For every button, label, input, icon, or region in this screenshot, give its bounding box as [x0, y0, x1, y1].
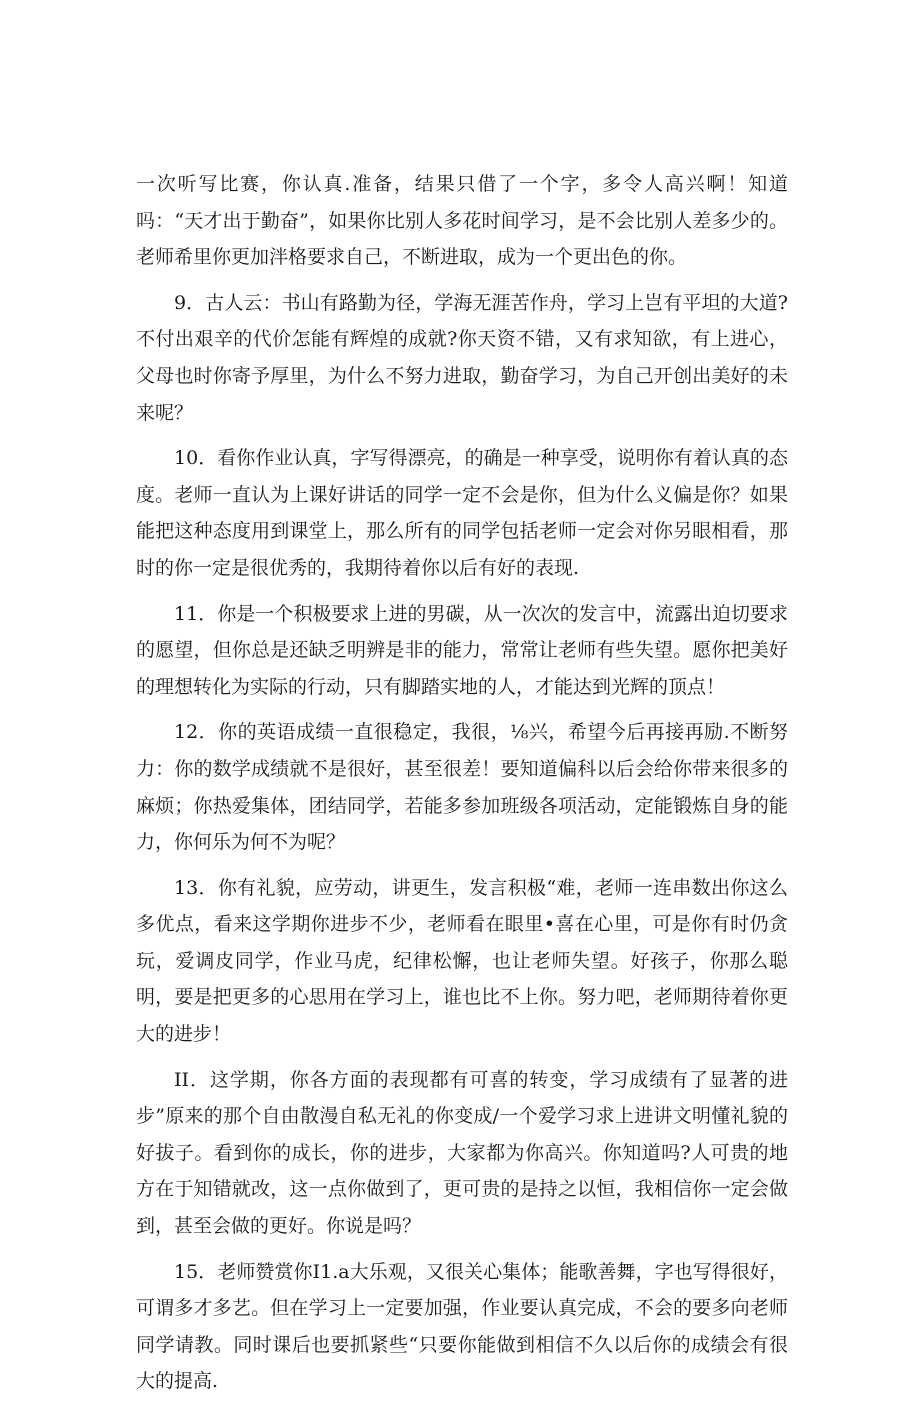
paragraph-continuation: 一次听写比赛，你认真.准备，结果只借了一个字，多令人高兴啊！知道吗：“天才出于勤奋”，如果你比别人多花时间学习，是不会比别人差多少的。老师希里你更加泮格要求自己，不断进取，成为一个更出色的你。 — [136, 173, 788, 269]
paragraph-item-13: 13．你有礼貌，应劳动，讲更生，发言积极“难，老师一连串数出你这么多优点，看来这学期你进步不少，老师看在眼里•喜在心里，可是你有时仍贪玩，爱调皮同学，作业马虎，纪律松懈，也让老师失望。好孩子，你那么聪明，要是把更多的心思用在学习上，谁也比不上你。努力吧，老师期待着你更大的进步！ — [136, 876, 788, 1046]
paragraph-item-15: 15．老师赞赏你I1.a大乐观，又很关心集体；能歌善舞，字也写得很好，可谓多才多艺。但在学习上一定要加强，作业要认真完成，不会的要多向老师同学请教。同时课后也要抓紧些“只要你能做到相信不久以后你的成绩会有很大的提高. — [136, 1260, 788, 1393]
paragraph-item-11: 11．你是一个积极要求上进的男碳，从一次次的发言中，流露出迫切要求的愿望，但你总是还缺乏明辨是非的能力，常常让老师有些失望。愿你把美好的理想转化为实际的行动，只有脚踏实地的人，才能达到光辉的顶点！ — [136, 602, 788, 698]
paragraph-item-14: II．这学期，你各方面的表现都有可喜的转变，学习成绩有了显著的进步”原来的那个自由散漫自私无礼的你变成/一个爱学习求上进讲文明懂礼貌的好拔子。看到你的成长，你的进步，大家都为你高兴。你知道吗?人可贵的地方在于知错就改，这一点你做到了，更可贵的是持之以恒，我相信你一定会做到，甚至会做的更好。你说是吗？ — [136, 1068, 788, 1238]
document-body — [136, 166, 788, 1409]
paragraph-item-9: 9．古人云：书山有路勤为径，学海无涯苦作舟，学习上岂有平坦的大道?不付出艰辛的代价怎能有辉煌的成就?你天资不错，又有求知欲，有上进心，父母也时你寄予厚里，为什么不努力进取，勤奋学习，为自己开创出美好的未来呢？ — [136, 291, 788, 424]
paragraph-item-12: 12．你的英语成绩一直很稳定，我很，⅛兴，希望今后再接再励.不断努力：你的数学成绩就不是很好，甚至很差！要知道偏科以后会给你带来很多的麻烦；你热爱集体，团结同学，若能多参加班级各项活动，定能锻炼自身的能力，你何乐为何不为呢？ — [136, 721, 788, 854]
paragraph-item-10: 10．看你作业认真，字写得漂亮，的确是一种享受，说明你有着认真的态度。老师一直认为上课好讲话的同学一定不会是你，但为什么义偏是你？如果能把这种态度用到课堂上，那么所有的同学包括老师一定会对你另眼相看，那时的你一定是很优秀的，我期待着你以后有好的表现. — [136, 447, 788, 579]
